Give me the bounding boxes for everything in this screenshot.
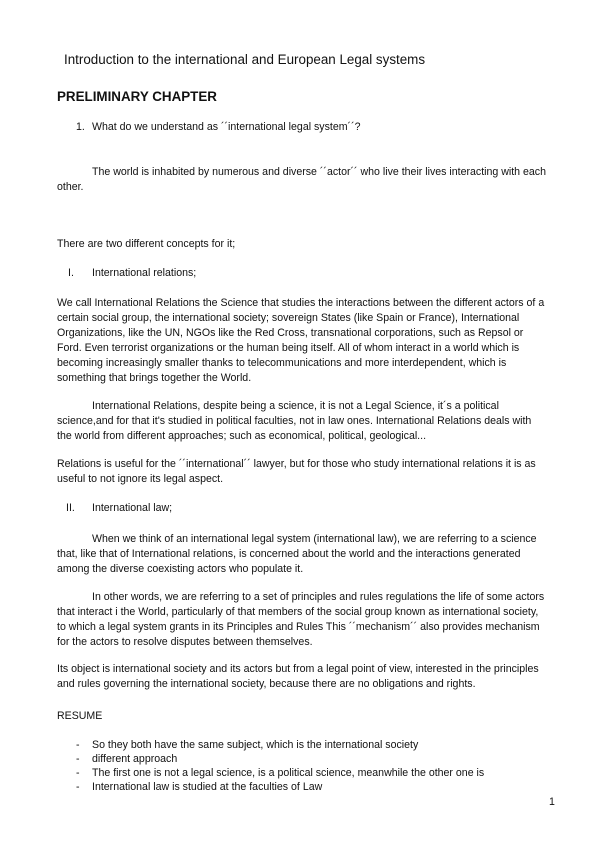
list-bullet: - [76, 739, 80, 751]
list-item: So they both have the same subject, which is the international society [92, 739, 419, 751]
list-item: International law is studied at the faculties of Law [92, 781, 323, 793]
list-bullet: - [76, 767, 80, 779]
paragraph-ir-definition: We call International Relations the Science that studies the interactions between the different actors of a certain social group, the international society; sovereign States (like Spain or France), International Organizations, like the UN, NGOs like the Red Cross, transnational corporations, such as Repsol or Ford. Even terrorist organizations or the human being itself. All of whom interact in a world which is becoming increasingly smaller thanks to telecommunications and more interdependent, which is something that brings together the World. [57, 297, 545, 384]
resume-heading: RESUME [57, 710, 103, 722]
chapter-heading: PRELIMINARY CHAPTER [57, 89, 217, 104]
page-number: 1 [549, 796, 555, 808]
section-numeral-1: I. [68, 267, 74, 279]
question-text: What do we understand as ´´international legal system´´? [92, 121, 361, 133]
paragraph-ir-usefulness: Relations is useful for the ´´international´´ lawyer, but for those who study international relations it is as useful to not ignore its legal aspect. [57, 458, 536, 485]
two-concepts-text: There are two different concepts for it; [57, 238, 236, 250]
section-label-international-law: International law; [92, 502, 173, 514]
list-item: The first one is not a legal science, is a political science, meanwhile the other one is [92, 767, 485, 779]
section-label-international-relations: International relations; [92, 267, 197, 279]
paragraph-il-definition: When we think of an international legal system (international law), we are referring to a science that, like that of International relations, is concerned about the world and the interactions generated among the diverse coexisting actors who populate it. [57, 533, 537, 575]
list-item: different approach [92, 753, 178, 765]
section-numeral-2: II. [66, 502, 75, 514]
question-number: 1. [76, 121, 85, 133]
paragraph-ir-not-legal: International Relations, despite being a science, it is not a Legal Science, it´s a political science,and for that it's studied in political faculties, not in law ones. International Relations deals with the world from different approaches; such as economical, political, geological... [57, 400, 532, 442]
paragraph-il-principles: In other words, we are referring to a set of principles and rules regulations the life of some actors that interact i the World, particularly of that members of the social group known as international society, to which a legal system grants in its Principles and Rules This ´´mechanism´´ also provides mechanism for the actors to resolve disputes between themselves. [57, 591, 545, 648]
list-bullet: - [76, 753, 80, 765]
document-title: Introduction to the international and European Legal systems [64, 52, 426, 67]
intro-paragraph: The world is inhabited by numerous and diverse ´´actor´´ who live their lives interacting with each other. [57, 166, 546, 193]
paragraph-il-object: Its object is international society and its actors but from a legal point of view, interested in the principles and rules governing the international society, because there are no obligations and rights. [57, 663, 539, 690]
list-bullet: - [76, 781, 80, 793]
